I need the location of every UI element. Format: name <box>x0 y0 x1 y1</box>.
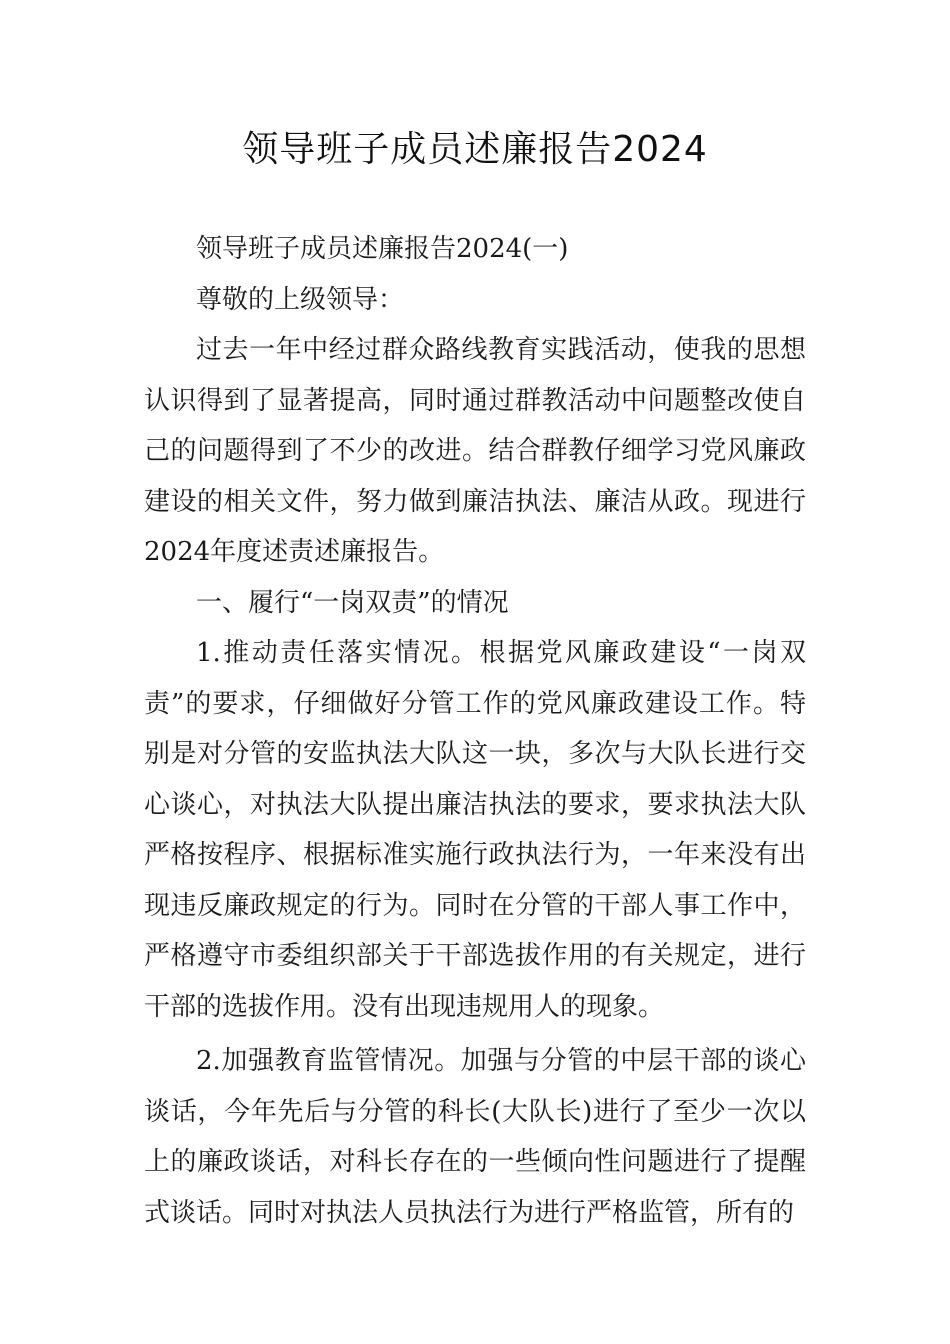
salutation: 尊敬的上级领导： <box>196 284 405 315</box>
paragraph-supervision: 2.加强教育监管情况。加强与分管的中层干部的谈心谈话，今年先后与分管的科长(大队长)进行了至少一次以上的廉政谈话，对科长存在的一些倾向性问题进行了提醒式谈话。同时对执法人员执法行为进行严格监管，所有的 <box>144 1046 806 1228</box>
report-subtitle: 领导班子成员述廉报告2024(一) <box>196 234 569 264</box>
section-heading: 一、履行“一岗双责”的情况 <box>196 587 509 618</box>
document-body <box>144 224 806 1238</box>
intro-paragraph: 过去一年中经过群众路线教育实践活动，使我的思想认识得到了显著提高，同时通过群教活动中问题整改使自己的问题得到了不少的改进。结合群教仔细学习党风廉政建设的相关文件，努力做到廉洁执法、廉洁从政。现进行2024年度述责述廉报告。 <box>144 335 806 567</box>
document-title: 领导班子成员述廉报告2024 <box>242 129 708 170</box>
paragraph-responsibility: 1.推动责任落实情况。根据党风廉政建设“一岗双责”的要求，仔细做好分管工作的党风廉政建设工作。特别是对分管的安监执法大队这一块，多次与大队长进行交心谈心，对执法大队提出廉洁执法的要求，要求执法大队严格按程序、根据标准实施行政执法行为，一年来没有出现违反廉政规定的行为。同时在分管的干部人事工作中，严格遵守市委组织部关于干部选拔作用的有关规定，进行干部的选拔作用。没有出现违规用人的现象。 <box>144 638 806 1022</box>
